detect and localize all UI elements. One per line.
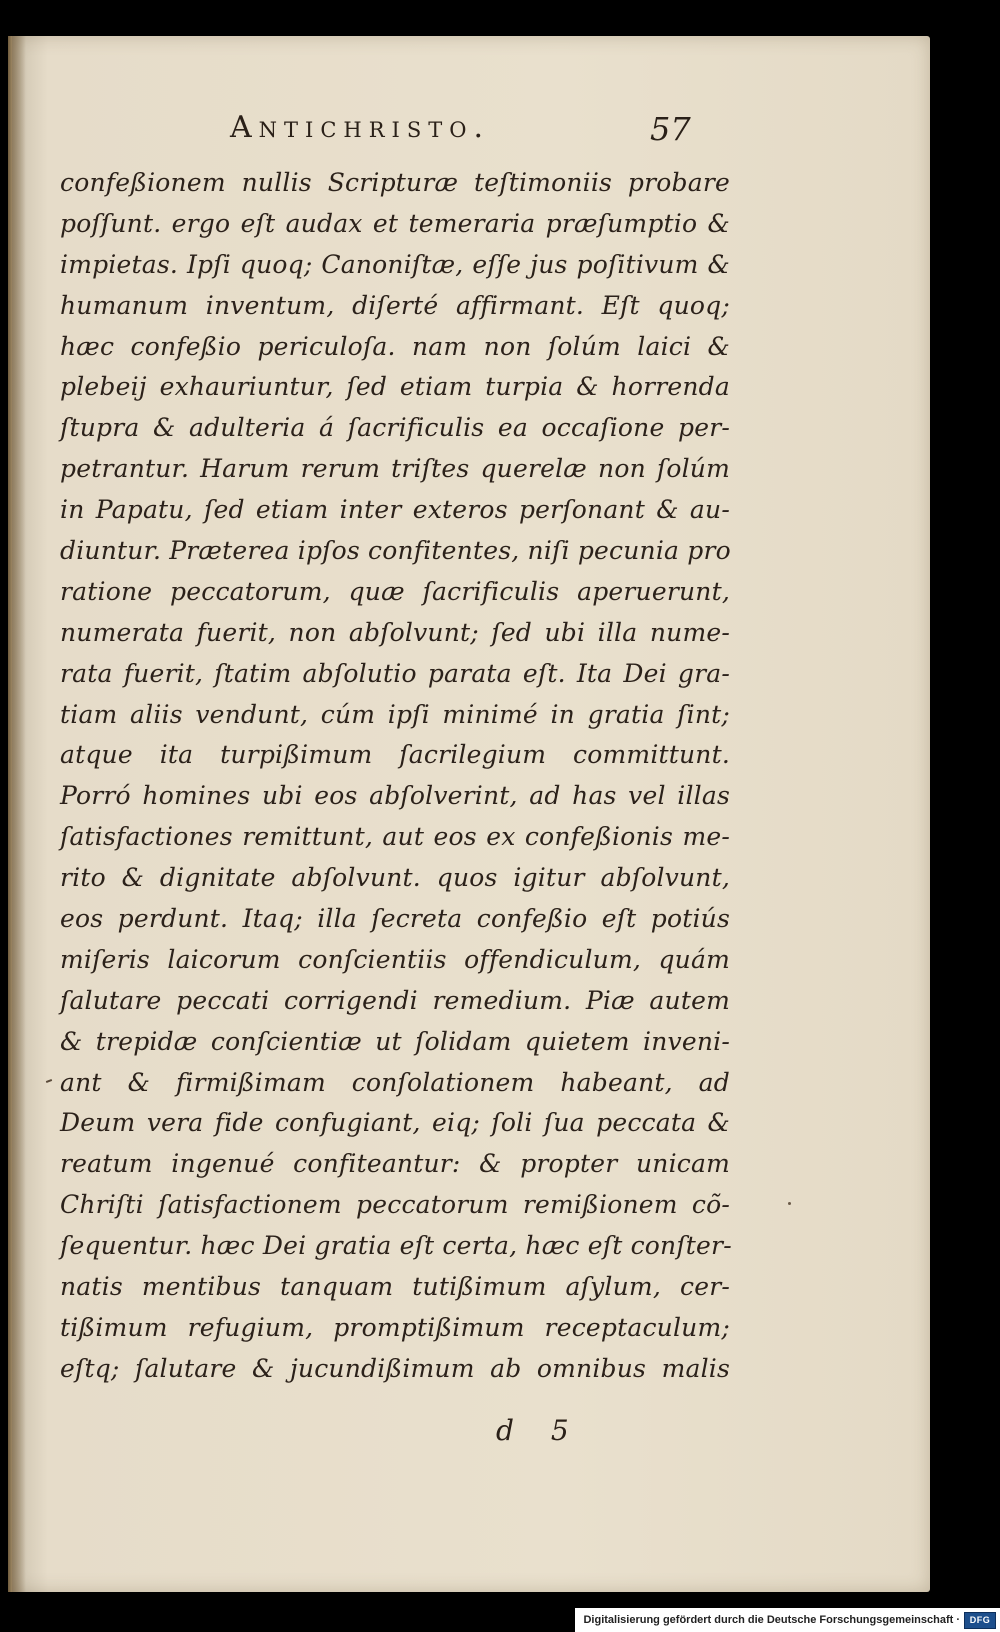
text-line: Chriſti ſatisfactionem peccatorum remißionem cõ-	[60, 1190, 730, 1220]
text-line: Deum vera fide confugiant, eiq; ſoli ſua peccata &	[60, 1108, 730, 1138]
text-line: in Papatu, ſed etiam inter exteros perſonant & au-	[60, 495, 730, 525]
page-number: 57	[650, 110, 691, 148]
text-line: numerata fuerit, non abſolvunt; ſed ubi illa nume-	[60, 617, 730, 647]
text-line: ſalutare peccati corrigendi remedium. Piæ autem	[60, 985, 730, 1015]
text-line: impietas. Ipſi quoq; Canoniſtæ, eſſe jus poſitivum &	[60, 249, 730, 279]
text-line: rata fuerit, ſtatim abſolutio parata eſt. Ita Dei gra-	[60, 658, 730, 688]
text-line: rito & dignitate abſolvunt. quos igitur abſolvunt,	[60, 863, 730, 893]
running-head	[230, 110, 730, 160]
body-text	[60, 163, 730, 1390]
spine-shadow	[12, 36, 26, 1592]
text-line: diuntur. Præterea ipſos confitentes, niſi pecunia pro	[60, 536, 731, 566]
text-line: hæc confeßio periculoſa. nam non ſolúm laici &	[60, 331, 730, 361]
signature-mark: d 5	[496, 1414, 583, 1447]
text-line: ſatisfactiones remittunt, aut eos ex confeßionis me-	[60, 822, 730, 852]
text-line: miſeris laicorum conſcientiis offendiculum, quám	[60, 944, 730, 974]
text-line: & trepidæ conſcientiæ ut ſolidam quietem inveni-	[60, 1026, 730, 1056]
text-line: petrantur. Harum rerum triſtes querelæ non ſolúm	[60, 454, 730, 484]
text-line: reatum ingenué confiteantur: & propter unicam	[60, 1149, 730, 1179]
text-line: Porró homines ubi eos abſolverint, ad has vel illas	[60, 781, 730, 811]
text-line: tiam aliis vendunt, cúm ipſi minimé in gratia ſint;	[60, 699, 730, 729]
text-line: tißimum refugium, promptißimum receptaculum;	[60, 1312, 730, 1342]
running-head-title: Antichristo.	[230, 110, 490, 145]
text-line: ſequentur. hæc Dei gratia eſt certa, hæc eſt conſter-	[60, 1231, 732, 1261]
dfg-logo-icon: DFG	[964, 1612, 996, 1629]
text-line: confeßionem nullis Scripturæ teſtimoniis probare	[60, 168, 730, 197]
text-line: plebeij exhauriuntur, ſed etiam turpia & horrenda	[60, 372, 730, 402]
text-line: natis mentibus tanquam tutißimum aſylum, cer-	[60, 1272, 730, 1302]
text-line: ant & firmißimam conſolationem habeant, ad	[60, 1067, 730, 1097]
text-line: eſtq; ſalutare & jucundißimum ab omnibus malis	[60, 1353, 730, 1383]
text-line: poſſunt. ergo eſt audax et temeraria præſumptio &	[60, 208, 730, 238]
digitization-footer	[575, 1608, 1000, 1632]
footer-credit: Digitalisierung gefördert durch die Deutsche Forschungsgemeinschaft ·	[583, 1614, 960, 1626]
text-line: atque ita turpißimum ſacrilegium committunt.	[60, 740, 730, 770]
ink-dot	[788, 1202, 791, 1205]
text-line: eos perdunt. Itaq; illa ſecreta confeßio eſt potiús	[60, 904, 730, 934]
text-line: humanum inventum, diſerté affirmant. Eſt quoq;	[60, 290, 730, 320]
text-line: ſtupra & adulteria á ſacrificulis ea occaſione per-	[60, 413, 730, 443]
text-line: ratione peccatorum, quæ ſacrificulis aperuerunt,	[60, 576, 730, 606]
